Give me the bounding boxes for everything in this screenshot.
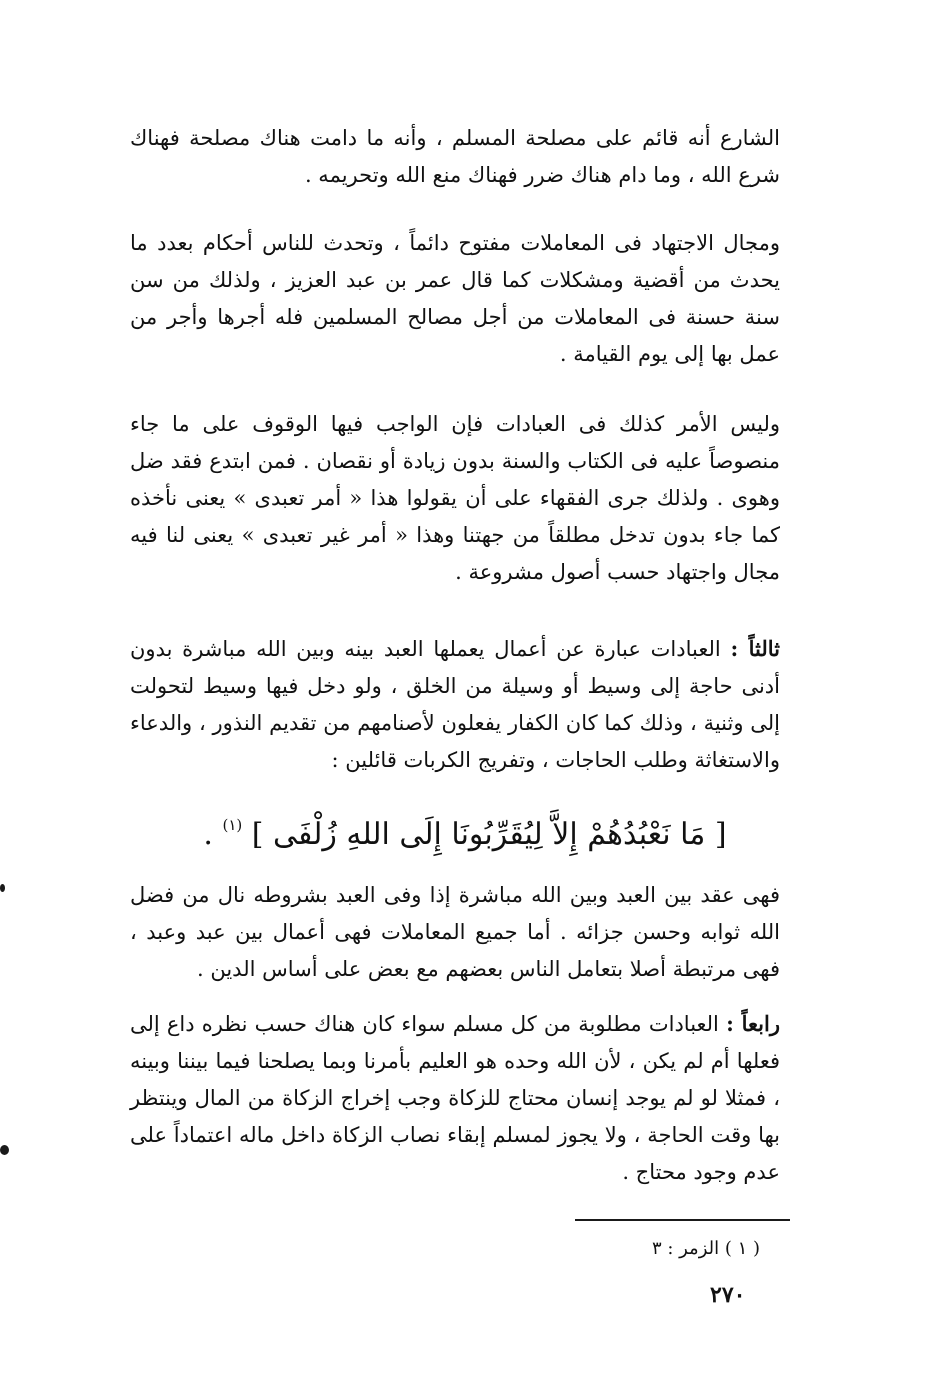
paragraph-text: ومجال الاجتهاد فى المعاملات مفتوح دائماً ، وتحدث للناس أحكام بعدد ما يحدث من أقضية ومشكلات كما قال عمر بن عبد العزيز ، ولذلك من سن سنة حسنة فى المعاملات من أجل مصالح المسلمين فله أجرها وأجر من عمل بها إلى يوم القيامة .: [130, 231, 780, 366]
page-number: ٢٧٠: [710, 1282, 746, 1308]
verse-text: [ مَا نَعْبُدُهُمْ إِلاَّ لِيُقَرِّبُونَا إِلَى اللهِ زُلْفَى ]: [251, 817, 727, 852]
point-four-paragraph: [130, 1005, 780, 1191]
paragraph-worship-contract: [130, 877, 780, 988]
point-four-text: العبادات مطلوبة من كل مسلم سواء كان هناك حسب نظره داع إلى فعلها أم لم يكن ، لأن الله وحده هو العليم بأمرنا وبما يصلحنا فيما بيننا وبينه ، فمثلا لو لم يوجد إنسان محتاج للزكاة وجب إخراج الزكاة من المال وينتظر بها وقت الحاجة ، ولا يجوز لمسلم إبقاء نصاب الزكاة داخل ماله اعتماداً على عدم وجود محتاج .: [130, 1012, 780, 1184]
footnote-divider: [575, 1219, 790, 1221]
paragraph-text: وليس الأمر كذلك فى العبادات فإن الواجب فيها الوقوف على ما جاء منصوصاً عليه فى الكتاب والسنة بدون زيادة أو نقصان . فمن ابتدع فقد ضل وهوى . ولذلك جرى الفقهاء على أن يقولوا هذا « أمر تعبدى » يعنى نأخذه كما جاء بدون تدخل مطلقاً من جهتنا وهذا « أمر غير تعبدى » يعنى لنا فيه مجال واجتهاد حسب أصول مشروعة .: [130, 412, 780, 584]
point-four-label: رابعاً :: [726, 1011, 780, 1036]
paragraph-sharia-interest: [130, 120, 780, 194]
paragraph-ijtihad-transactions: [130, 225, 780, 373]
point-three-label: ثالثاً :: [730, 636, 780, 661]
point-three: [130, 630, 780, 779]
footnote: ( ١ ) الزمر : ٣: [651, 1238, 760, 1259]
footnote-marker: (١): [222, 816, 243, 834]
quran-verse: [140, 800, 790, 860]
paragraph-text: فهى عقد بين العبد وبين الله مباشرة إذا وفى العبد بشروطه نال من فضل الله ثوابه وحسن جزائه . أما جميع المعاملات فهى أعمال بين عبد وعبد ، فهى مرتبطة أصلا بتعامل الناس بعضهم مع بعض على أساس الدين .: [130, 883, 780, 981]
verse-end: .: [203, 817, 213, 852]
paragraph-worship-rules: [130, 406, 780, 591]
point-three-paragraph: [130, 630, 780, 779]
point-four: [130, 1005, 780, 1191]
scan-edge-mark: [0, 1145, 9, 1155]
point-three-text: العبادات عبارة عن أعمال يعملها العبد بينه وبين الله مباشرة بدون أدنى حاجة إلى وسيط أو وسيلة من الخلق ، ولو دخل فيها وسيط لتحولت إلى وثنية ، وذلك كما كان الكفار يفعلون لأصنامهم من تقديم النذور ، والدعاء والاستغاثة وطلب الحاجات ، وتفريج الكربات قائلين :: [130, 637, 780, 772]
scan-edge-mark: [0, 884, 5, 892]
paragraph-text: الشارع أنه قائم على مصلحة المسلم ، وأنه ما دامت هناك مصلحة فهناك شرع الله ، وما دام هناك ضرر فهناك منع الله وتحريمه .: [130, 126, 780, 187]
